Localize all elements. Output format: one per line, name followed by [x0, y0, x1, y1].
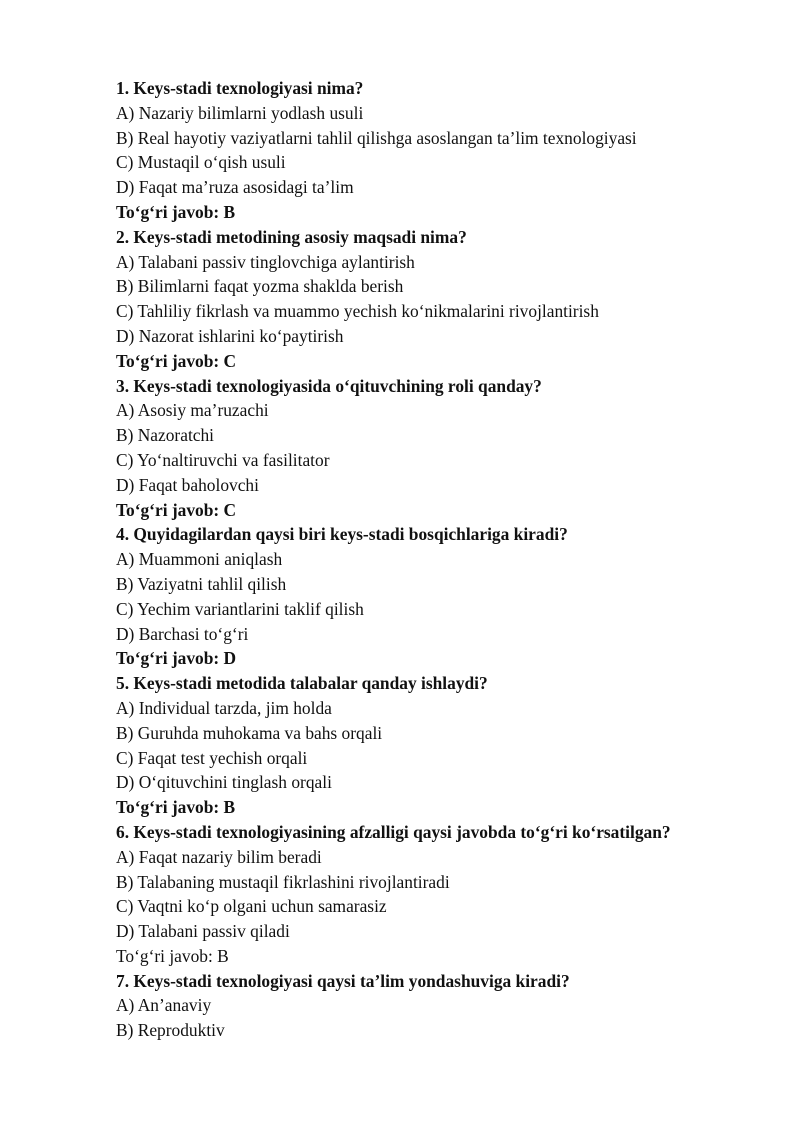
answer-option-c: C) Faqat test yechish orqali: [116, 747, 308, 768]
answer-option-c: C) Yo‘naltiruvchi va fasilitator: [116, 449, 330, 470]
answer-option-a: A) Talabani passiv tinglovchiga aylantirish: [116, 251, 415, 272]
correct-answer: To‘g‘ri javob: C: [116, 350, 237, 371]
answer-option-d: D) Faqat ma’ruza asosidagi ta’lim: [116, 177, 354, 198]
correct-answer: To‘g‘ri javob: B: [116, 945, 229, 966]
question-title: 6. Keys-stadi texnologiyasining afzalligi qaysi javobda to‘g‘ri ko‘rsatilgan?: [116, 821, 671, 842]
question-title: 4. Quyidagilardan qaysi biri keys-stadi bosqichlariga kiradi?: [116, 524, 568, 545]
quiz-content: [116, 76, 776, 1043]
answer-option-d: D) Faqat baholovchi: [116, 474, 259, 495]
answer-option-b: B) Real hayotiy vaziyatlarni tahlil qilishga asoslangan ta’lim texnologiyasi: [116, 127, 637, 148]
answer-option-a: A) Faqat nazariy bilim beradi: [116, 846, 322, 867]
answer-option-b: B) Nazoratchi: [116, 425, 215, 446]
answer-option-d: D) Nazorat ishlarini ko‘paytirish: [116, 325, 344, 346]
correct-answer: To‘g‘ri javob: B: [116, 797, 236, 818]
answer-option-a: A) Individual tarzda, jim holda: [116, 697, 332, 718]
answer-option-a: A) Nazariy bilimlarni yodlash usuli: [116, 102, 364, 123]
answer-option-c: C) Mustaqil o‘qish usuli: [116, 152, 286, 173]
question-title: 3. Keys-stadi texnologiyasida o‘qituvchining roli qanday?: [116, 375, 542, 396]
answer-option-d: D) Talabani passiv qiladi: [116, 921, 290, 942]
answer-option-d: D) O‘qituvchini tinglash orqali: [116, 772, 332, 793]
correct-answer: To‘g‘ri javob: C: [116, 499, 237, 520]
answer-option-c: C) Yechim variantlarini taklif qilish: [116, 598, 364, 619]
answer-option-a: A) Asosiy ma’ruzachi: [116, 400, 269, 421]
question-title: 1. Keys-stadi texnologiyasi nima?: [116, 78, 364, 98]
answer-option-b: B) Guruhda muhokama va bahs orqali: [116, 722, 383, 743]
answer-option-a: A) Muammoni aniqlash: [116, 549, 283, 570]
question-title: 5. Keys-stadi metodida talabalar qanday ishlaydi?: [116, 673, 488, 694]
answer-option-a: A) An’anaviy: [116, 995, 212, 1016]
answer-option-c: C) Tahliliy fikrlash va muammo yechish ko‘nikmalarini rivojlantirish: [116, 301, 599, 322]
question-title: 2. Keys-stadi metodining asosiy maqsadi nima?: [116, 226, 467, 247]
answer-option-b: B) Bilimlarni faqat yozma shaklda berish: [116, 276, 404, 297]
answer-option-b: B) Reproduktiv: [116, 1020, 225, 1041]
answer-option-b: B) Talabaning mustaqil fikrlashini rivojlantiradi: [116, 871, 450, 892]
answer-option-d: D) Barchasi to‘g‘ri: [116, 623, 249, 644]
answer-option-b: B) Vaziyatni tahlil qilish: [116, 573, 287, 594]
answer-option-c: C) Vaqtni ko‘p olgani uchun samarasiz: [116, 896, 387, 917]
question-title: 7. Keys-stadi texnologiyasi qaysi ta’lim yondashuviga kiradi?: [116, 970, 570, 991]
correct-answer: To‘g‘ri javob: D: [116, 648, 237, 669]
correct-answer: To‘g‘ri javob: B: [116, 201, 236, 222]
